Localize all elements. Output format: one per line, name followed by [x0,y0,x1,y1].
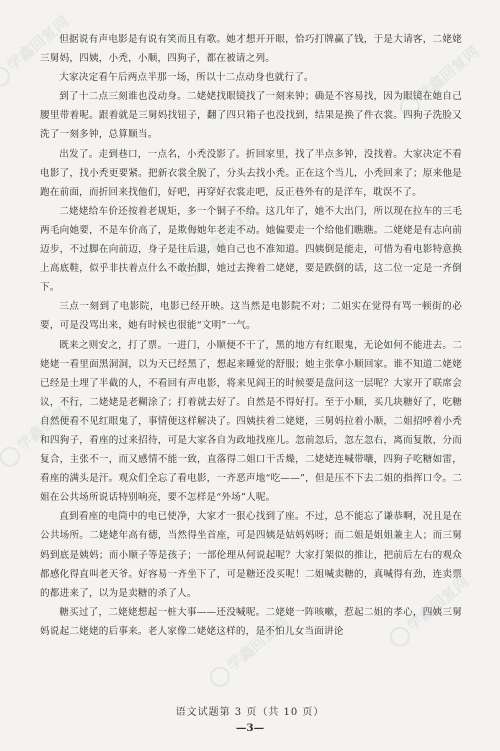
paragraph-5: 二姥姥给车价还按着老规矩，多一个铜子不给。这几年了，她不大出门，所以现在拉车的三毛两毛向她要，不是车价高了，是欺侮她年老走不动。她偏要走一个给他们瞧瞧。二姥姥是有志向前迈步，不过脚在向前迈，身子是往后退，她自己也不准知道。四姨倒是能走，可惜为看电影特意换上高底鞋，似乎非扶着点什么不敢抬脚，她过去搀着二姥姥，要是跌倒的话，这二位一定是一齐倒下。 [40,205,462,294]
paragraph-6: 三点一刻到了电影院，电影已经开映。这当然是电影院不对；二姐实在觉得有骂一顿街的必要，可是没骂出来，她有时候也很能“文明”一气。 [40,301,462,332]
paragraph-2: 大家决定看午后两点半那一场，所以十二点动身也就行了。 [59,72,314,84]
page-footer-title: 语文试题第 3 页（共 10 页） [175,707,325,718]
watermark-text: 学鑫回复网 [413,42,483,105]
page-number: —3— [235,722,265,734]
watermark-text: 学鑫回复网 [13,392,83,455]
watermark-text: 学鑫回复网 [3,12,73,75]
paragraph-1: 但据说有声电影是有说有笑而且有歌。她才想开开眼，恰巧打牌赢了钱，于是大请客，二姥姥三舅妈，四姨，小秃，小顺，四狗子，都在被请之列。 [40,34,462,65]
watermark-text: 学鑫回复网 [193,202,263,265]
watermark-text: 学鑫回复网 [403,572,473,635]
paragraph-4: 出发了。走到巷口，一点名，小秃没影了。折回家里，找了半点多钟，没找着。大家决定不看电影了，找小秃更要紧。把新衣裳全脱了，分头去找小秃。正在这个当儿，小秃回来了；原来他是跑在前面，而折回来找他们，好吧，再穿好衣裳走吧，反正巷外有的是洋车，耽误不了。 [40,148,462,198]
paragraph-8: 直到看座的电筒中的电已使净，大家才一狠心找到了座。不过，总不能忘了谦恭啊，况且是在公共场所。二姥姥年高有德，当然得坐首座，可是四姨是姑妈妈呀；而二姐是姐姐兼主人；而三舅妈到底是姨妈；而小顺子等是孩子；一部伦理从何说起呢？大家打架似的推让，把前后左右的观众都感化得直叫老天爷。好容易一齐坐下了，可是糖还没买呢！二姐喊卖糖的，真喊得有劲，连卖票的都进来了，以为是卖糖的杀了人。 [40,511,462,599]
watermark-text: 学鑫回复网 [223,612,293,675]
paragraph-3: 到了十二点三刻谁也没动身。二姥姥找眼镜找了一刻来钟；确是不容易找，因为眼镜在她自己腰里带着呢。跟着就是三舅妈找钮子，翻了四只箱子也没找到，结果是换了件衣裳。四狗子洗脸又洗了一刻多钟，总算顺当。 [40,91,462,141]
paragraph-7: 既来之则安之，打了票。一进门，小顺便不干了，黑的地方有红眼鬼，无论如何不能进去。二姥姥一看里面黑洞洞，以为天已经黑了，想起来睡觉的舒服；她主张拿小顺回家。谁不知道二姥姥已经是土埋了半截的人，不看回有声电影，将来见阎王的时候要是盘问这一层呢？大家开了联席会议，不行，二姥姥是老糊涂了；打着就去好了。自然是不得好打。至于小顺，买几块糖好了，吃糖自然便看不见红眼鬼了，事情便这样解决了。四姨扶着二姥姥，三舅妈拉着小顺，二姐招呼着小秃和四狗子，看座的过来招待，可是大家各自为政地找座儿。忽前忽后，忽左忽右，离而复散，分而复合，主张不一，而又感情不能一致，直落得二姐口干舌燥，二姥姥连喊带嚷，四狗子吃糖如雷，看座的满头是汗。观众们全忘了看电影，一齐恶声地“吃——”，但是压不下去二姐的指挥口令。二姐在公共场所说话特别响亮，要不怎样是“外场”人呢。 [40,339,462,504]
paragraph-9: 糖买过了，二姥姥想起一桩大事——还没喊呢。二姥姥一阵咳嗽，惹起二姐的孝心，四姨三舅妈说起二姥姥的后事来。老人家像二姥姥这样的，是不怕儿女当面讲论 [40,606,462,637]
